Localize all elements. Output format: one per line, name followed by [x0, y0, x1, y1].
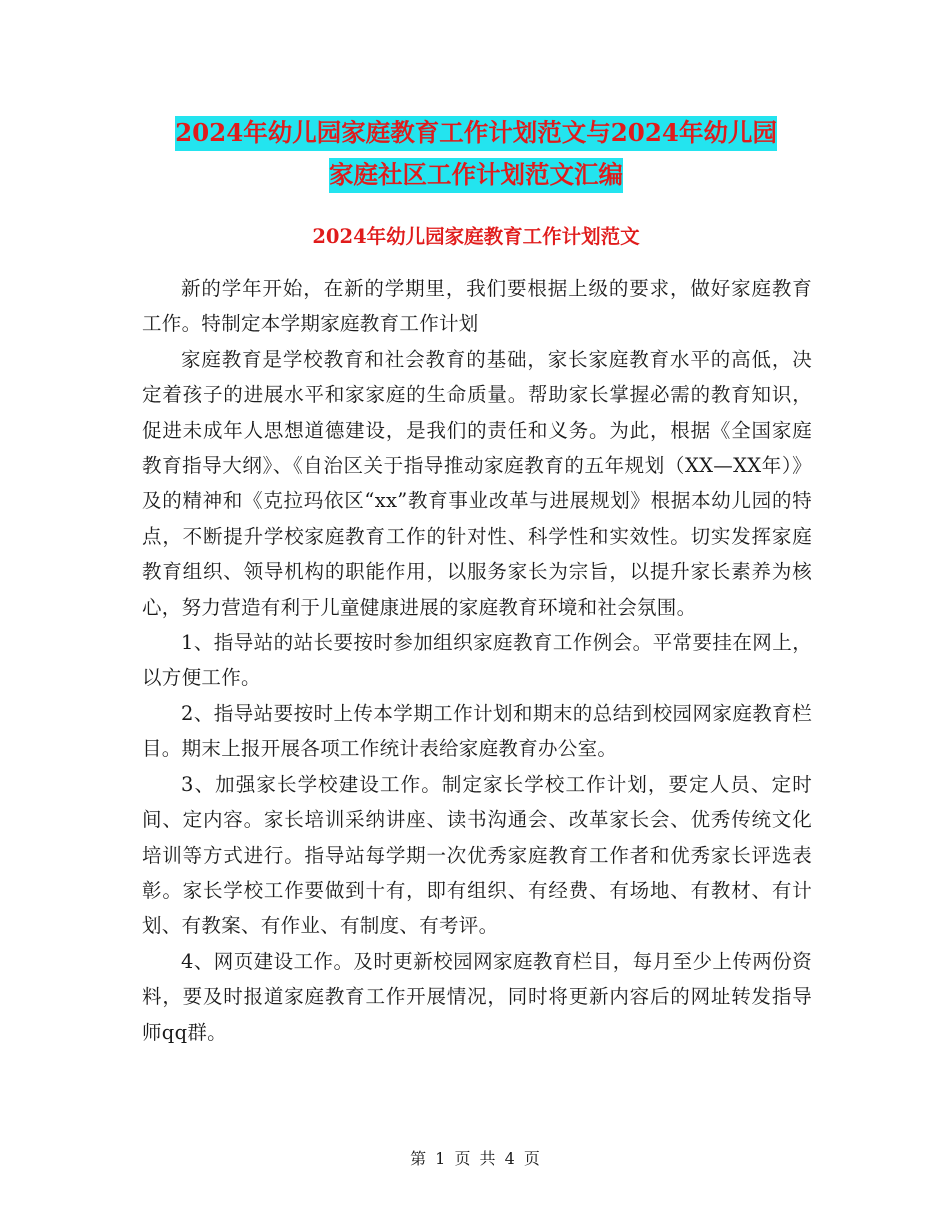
- paragraph-intro: 新的学年开始，在新的学期里，我们要根据上级的要求，做好家庭教育工作。特制定本学期家庭教育工作计划: [142, 277, 812, 336]
- main-title-line-1: 2024年幼儿园家庭教育工作计划范文与2024年幼儿园: [175, 116, 777, 151]
- paragraph-item-1: 1、指导站的站长要按时参加组织家庭教育工作例会。平常要挂在网上，以方便工作。: [142, 631, 812, 690]
- document-body: [142, 271, 812, 1050]
- paragraph-item-4: 4、网页建设工作。及时更新校园网家庭教育栏目，每月至少上传两份资料，要及时报道家庭教育工作开展情况，同时将更新内容后的网址转发指导师qq群。: [142, 949, 812, 1044]
- section-title: 2024年幼儿园家庭教育工作计划范文: [312, 225, 640, 248]
- document-main-title: [140, 112, 812, 196]
- main-title-line-2: 家庭社区工作计划范文汇编: [329, 158, 623, 193]
- page-number-footer: 第 1 页 共 4 页: [410, 1149, 540, 1168]
- paragraph-background: 家庭教育是学校教育和社会教育的基础，家长家庭教育水平的高低，决定着孩子的进展水平和家家庭的生命质量。帮助家长掌握必需的教育知识，促进未成年人思想道德建设，是我们的责任和义务。为此，根据《全国家庭教育指导大纲》、《自治区关于指导推动家庭教育的五年规划（XX—XX年）》及的精神和《克拉玛依区“xx”教育事业改革与进展规划》根据本幼儿园的特点，不断提升学校家庭教育工作的针对性、科学性和实效性。切实发挥家庭教育组织、领导机构的职能作用，以服务家长为宗旨，以提升家长素养为核心，努力营造有利于儿童健康进展的家庭教育环境和社会氛围。: [142, 347, 812, 619]
- paragraph-item-2: 2、指导站要按时上传本学期工作计划和期末的总结到校园网家庭教育栏目。期末上报开展各项工作统计表给家庭教育办公室。: [142, 701, 812, 761]
- paragraph-item-3: 3、加强家长学校建设工作。制定家长学校工作计划，要定人员、定时间、定内容。家长培训采纳讲座、读书沟通会、改革家长会、优秀传统文化培训等方式进行。指导站每学期一次优秀家庭教育工作者和优秀家长评选表彰。家长学校工作要做到十有，即有组织、有经费、有场地、有教材、有计划、有教案、有作业、有制度、有考评。: [142, 772, 812, 938]
